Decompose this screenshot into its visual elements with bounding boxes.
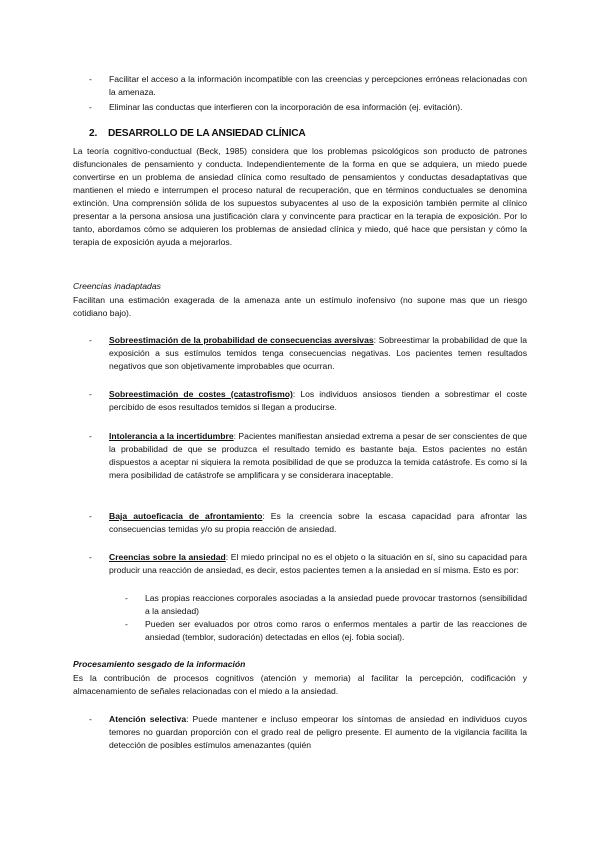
bullet-dash: - [89,552,92,562]
bullet-sep: : [233,431,237,441]
sub-bullet-text: Pueden ser evaluados por otros como raros o enfermos mentales a partir de las reacciones de ansiedad (temblor, sudoración) detectadas en ellos (ej. fobia social). [145,619,527,642]
section-title: DESARROLLO DE LA ANSIEDAD CLÍNICA [108,128,306,139]
bullet-term: Intolerancia a la incertidumbre [109,431,234,441]
list-item [89,101,527,114]
section-number: 2. [89,128,98,139]
bullet-body: Pacientes manifiestan ansiedad extrema a pesar de ser conscientes de que la probabilidad de que se produzca el resultado temido es bastante baja. Estos pacientes no están dispuestos a aceptar ni siquiera la remota posibilidad de que se produzca la temida catástrofe. Es como si la mera posibilidad de catástrofe se amplificara y se considerara inaceptable. [109,431,527,480]
list-item [89,73,527,99]
bullet-text [109,510,527,536]
bullet-sep: : [186,714,189,724]
bullet-dash: - [89,102,92,112]
bullet-body: Es la creencia sobre la escasa capacidad para afrontar las consecuencias temidas y/o su propia reacción de ansiedad. [109,511,527,534]
bullet-term: Sobreestimación de la probabilidad de consecuencias aversivas [109,335,374,345]
bullet-term: Creencias sobre la ansiedad [109,552,226,562]
bullet-text [109,388,527,414]
section-heading [89,127,306,140]
procesamiento-intro: Es la contribución de procesos cognitivos (atención y memoria) al facilitar la percepción, codificación y almacenamiento de señales relacionadas con el miedo a la ansiedad. [73,673,527,696]
bullet-dash: - [89,431,92,441]
sub-bullet-text: Las propias reacciones corporales asociadas a la ansiedad puede provocar trastornos (sensibilidad a la ansiedad) [145,593,527,616]
bullet-text [109,334,527,373]
sub-list-item [125,618,527,644]
bullet-body: El miedo principal no es el objeto o la situación en sí, sino su capacidad para producir una reacción de ansiedad, es decir, estos pacientes temen a la ansiedad en sí misma. Esto es por: [109,552,527,575]
bullet-term: Sobreestimación de costes (catastrofismo) [109,389,293,399]
subsection-heading-creencias: Creencias inadaptadas [73,281,161,291]
list-item [89,430,527,495]
bullet-text: Facilitar el acceso a la información incompatible con las creencias y percepciones erróneas relacionadas con la amenaza. [109,74,527,97]
subsection-heading-procesamiento: Procesamiento sesgado de la información [73,659,246,669]
bullet-text [109,551,527,577]
bullet-body: Puede mantener e incluso empeorar los síntomas de ansiedad en individuos cuyos temores no guardan proporción con el grado real de peligro presente. El aumento de la vigilancia facilita la detección de posibles estímulos amenazantes (quién [109,714,527,750]
bullet-dash: - [125,619,128,629]
bullet-body: Sobreestimar la probabilidad de que la exposición a sus estímulos temidos tenga consecuencias negativas. Los pacientes temen resultados negativos que son objetivamente improbables que ocurran. [109,335,527,371]
list-item [89,551,527,590]
list-item [89,334,527,373]
creencias-intro: Facilitan una estimación exagerada de la amenaza ante un estímulo inofensivo (no supone mas que un riesgo cotidiano bajo). [73,295,527,318]
sub-list-item [125,592,527,618]
list-item [89,510,527,536]
bullet-text [109,430,527,482]
bullet-sep: : [225,552,229,562]
list-item [89,388,527,414]
bullet-text: Eliminar las conductas que interfieren con la incorporación de esa información (ej. evitación). [109,102,463,112]
bullet-term: Baja autoeficacia de afrontamiento [109,511,263,521]
bullet-dash: - [89,335,92,345]
bullet-dash: - [89,74,92,84]
bullet-term: Atención selectiva [109,714,187,724]
bullet-sep: : [292,389,296,399]
bullet-dash: - [89,511,92,521]
bullet-sep: : [262,511,265,521]
bullet-dash: - [89,714,92,724]
bullet-text [109,713,527,752]
section-intro-paragraph: La teoría cognitivo-conductual (Beck, 1985) considera que los problemas psicológicos son producto de patrones disfuncionales de pensamiento y conducta. Independientemente de la forma en que se adquiera, un miedo puede convertirse en un problema de ansiedad clínica como resultado de pensamientos y conductas desadaptativas que mantienen el miedo e interrumpen el proceso natural de recuperación, que en términos conductuales se denomina extinción. Una comprensión sólida de los supuestos subyacentes al uso de la exposición también permite al clínico presentar a la persona ansiosa una justificación clara y convincente para practicar en la terapia de exposición. Por lo tanto, abordamos cómo se adquieren los problemas de ansiedad clínica y miedo, qué hace que persistan y cómo la terapia de exposición ayuda a mejorarlos. [73,146,527,247]
bullet-body: Los individuos ansiosos tienden a sobrestimar el coste percibido de esos resultados temidos si llegan a producirse. [109,389,527,412]
bullet-dash: - [89,389,92,399]
bullet-dash: - [125,593,128,603]
list-item [89,713,527,752]
bullet-sep: : [373,335,377,345]
